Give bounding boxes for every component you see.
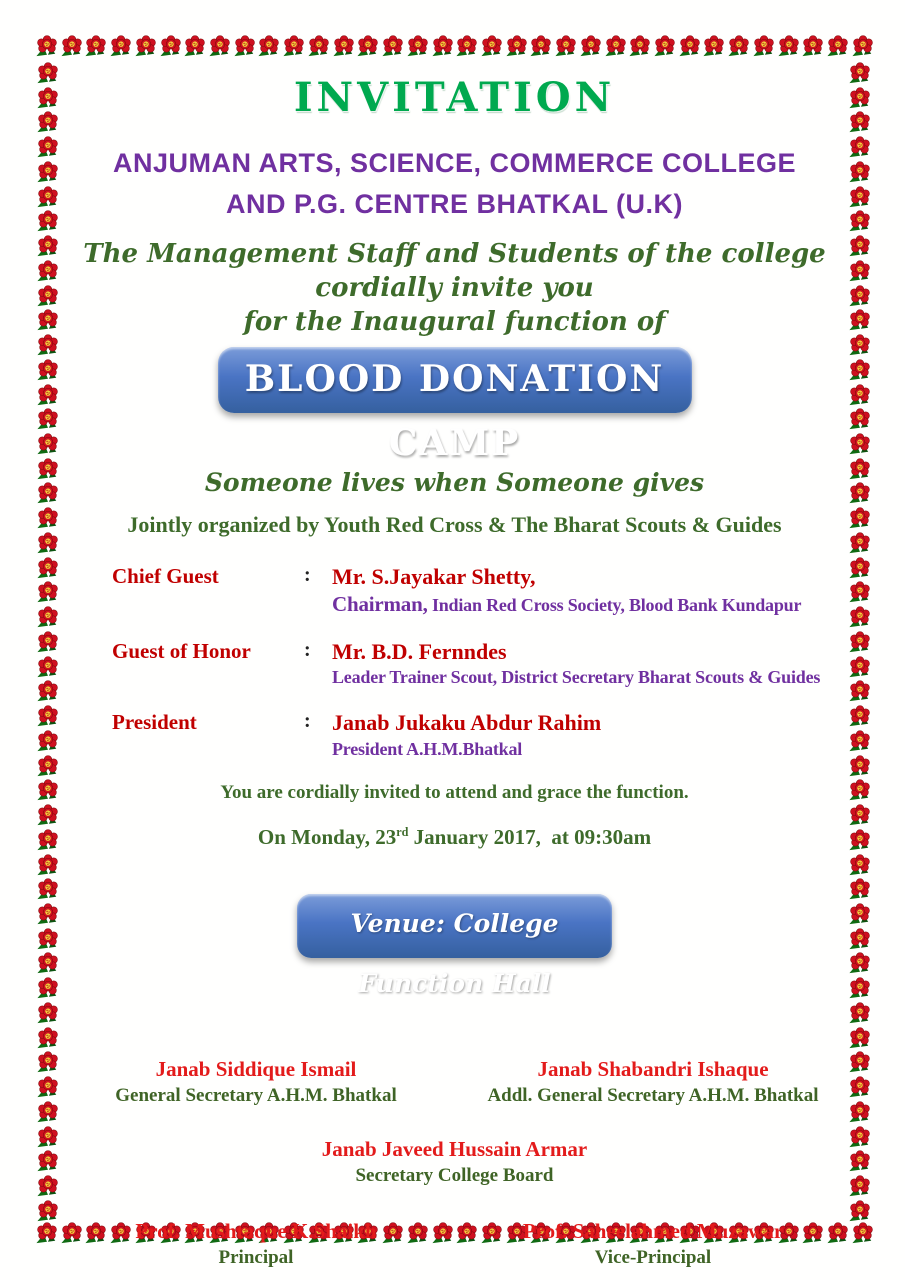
- flower-icon: [849, 631, 871, 653]
- flower-icon: [849, 804, 871, 826]
- flower-icon: [827, 35, 849, 57]
- flower-icon: [849, 1175, 871, 1197]
- guest-name: Mr. S.Jayakar Shetty,: [332, 563, 536, 589]
- flower-icon: [629, 35, 651, 57]
- flower-icon: [849, 581, 871, 603]
- invitation-content: [70, 62, 839, 1268]
- flower-icon: [37, 87, 59, 109]
- signatory-name: Prof. Mushtaque K.Shaikh: [135, 1218, 377, 1243]
- flower-icon: [849, 755, 871, 777]
- flower-icon: [37, 62, 59, 84]
- flower-icon: [37, 186, 59, 208]
- date-ordinal: rd: [396, 824, 409, 839]
- flower-icon: [283, 35, 305, 57]
- flower-icon: [849, 161, 871, 183]
- guest-name: Mr. B.D. Fernndes: [332, 639, 507, 665]
- signatory-right: [467, 1057, 839, 1107]
- flower-icon: [37, 631, 59, 653]
- flower-icon: [849, 1150, 871, 1172]
- flower-icon: [37, 977, 59, 999]
- flower-icon: [849, 1101, 871, 1123]
- guest-row-chief-guest: [112, 564, 839, 617]
- flower-icon: [849, 482, 871, 504]
- flower-icon: [432, 35, 454, 57]
- flower-icon: [849, 1076, 871, 1098]
- guest-name: Janab Jukaku Abdur Rahim: [332, 710, 602, 736]
- flower-icon: [580, 35, 602, 57]
- flower-icon: [37, 384, 59, 406]
- flower-icon: [849, 359, 871, 381]
- flower-icon: [37, 581, 59, 603]
- flower-icon: [778, 35, 800, 57]
- guest-label: President: [112, 710, 197, 735]
- flower-icon: [849, 656, 871, 678]
- flower-icon: [37, 285, 59, 307]
- flower-icon: [849, 334, 871, 356]
- flower-icon: [849, 285, 871, 307]
- flower-icon: [849, 1002, 871, 1024]
- flower-icon: [849, 680, 871, 702]
- signatories-row-bottom: [70, 1219, 839, 1269]
- flower-icon: [849, 928, 871, 950]
- flower-icon: [37, 433, 59, 455]
- flower-icon: [849, 557, 871, 579]
- signatory-principal: [70, 1219, 442, 1269]
- flower-icon: [849, 384, 871, 406]
- flower-icon: [849, 532, 871, 554]
- flower-icon: [802, 35, 824, 57]
- signatories-row-top: [70, 1057, 839, 1107]
- flower-icon: [849, 210, 871, 232]
- flower-icon: [61, 35, 83, 57]
- guest-colon: :: [304, 563, 311, 586]
- signatory-title: General Secretary A.H.M. Bhatkal: [115, 1084, 397, 1106]
- flower-icon: [37, 606, 59, 628]
- venue-banner: [297, 894, 612, 998]
- signatory-title: Vice-Principal: [594, 1246, 712, 1268]
- flower-icon: [849, 952, 871, 974]
- flower-icon: [37, 458, 59, 480]
- guest-row-president: [112, 710, 839, 759]
- flower-icon: [849, 977, 871, 999]
- flower-icon: [849, 433, 871, 455]
- guest-role: Leader Trainer Scout, District Secretary Bharat Scouts & Guides: [332, 667, 821, 688]
- flower-icon: [849, 408, 871, 430]
- invitation-title: INVITATION: [293, 74, 616, 121]
- flower-icon: [849, 606, 871, 628]
- flower-icon: [37, 408, 59, 430]
- flower-icon: [37, 260, 59, 282]
- college-name-line2: AND P.G. CENTRE BHATKAL (U.K): [225, 188, 683, 219]
- flower-icon: [849, 507, 871, 529]
- flower-icon: [37, 136, 59, 158]
- flower-border-top: [36, 35, 874, 59]
- flower-icon: [407, 35, 429, 57]
- guest-details: [332, 564, 839, 617]
- flower-icon: [849, 903, 871, 925]
- flower-icon: [728, 35, 750, 57]
- guest-row-guest-of-honor: [112, 639, 839, 688]
- flower-icon: [37, 235, 59, 257]
- flower-icon: [37, 779, 59, 801]
- flower-icon: [37, 334, 59, 356]
- flower-icon: [849, 730, 871, 752]
- flower-border-right: [849, 62, 873, 1222]
- guest-details: [332, 639, 839, 688]
- flower-icon: [37, 952, 59, 974]
- event-title: BLOOD DONATION CAMP: [244, 358, 665, 465]
- flower-icon: [37, 1126, 59, 1148]
- flower-icon: [506, 35, 528, 57]
- flower-icon: [37, 557, 59, 579]
- venue-label: Venue: College Function Hall: [350, 908, 559, 998]
- invite-line1: The Management Staff and Students of the college cordially invite you: [83, 239, 826, 303]
- flower-icon: [849, 878, 871, 900]
- flower-icon: [135, 35, 157, 57]
- flower-icon: [849, 1200, 871, 1222]
- signatory-left: [70, 1057, 442, 1107]
- flower-icon: [37, 680, 59, 702]
- flower-icon: [37, 1002, 59, 1024]
- flower-icon: [37, 928, 59, 950]
- flower-icon: [234, 35, 256, 57]
- flower-icon: [849, 309, 871, 331]
- flower-icon: [849, 87, 871, 109]
- flower-icon: [37, 1051, 59, 1073]
- flower-icon: [849, 260, 871, 282]
- flower-icon: [37, 656, 59, 678]
- invite-lines: [70, 238, 839, 339]
- flower-icon: [849, 854, 871, 876]
- college-name-line1: ANJUMAN ARTS, SCIENCE, COMMERCE COLLEGE: [112, 148, 797, 178]
- flower-icon: [184, 35, 206, 57]
- flower-icon: [37, 161, 59, 183]
- flower-icon: [37, 1150, 59, 1172]
- flower-icon: [481, 35, 503, 57]
- flower-icon: [36, 1222, 58, 1244]
- flower-icon: [753, 35, 775, 57]
- flower-icon: [37, 730, 59, 752]
- flower-icon: [37, 482, 59, 504]
- date-prefix: On Monday, 23: [257, 824, 397, 849]
- flower-icon: [849, 186, 871, 208]
- flower-icon: [36, 35, 58, 57]
- flower-icon: [357, 35, 379, 57]
- flower-icon: [703, 35, 725, 57]
- cordial-invite-note: You are cordially invited to attend and grace the function.: [220, 781, 689, 803]
- guest-list: [112, 564, 839, 760]
- flower-icon: [679, 35, 701, 57]
- flower-icon: [37, 829, 59, 851]
- flower-icon: [85, 35, 107, 57]
- flower-icon: [852, 35, 874, 57]
- signatory-name: Prof. Saheelahmed Muzawar: [522, 1218, 784, 1243]
- flower-icon: [37, 309, 59, 331]
- flower-icon: [849, 779, 871, 801]
- guest-colon: :: [304, 639, 311, 662]
- flower-icon: [849, 705, 871, 727]
- flower-icon: [308, 35, 330, 57]
- flower-icon: [37, 1076, 59, 1098]
- flower-icon: [849, 62, 871, 84]
- flower-icon: [37, 705, 59, 727]
- flower-icon: [37, 532, 59, 554]
- flower-icon: [37, 804, 59, 826]
- guest-label: Chief Guest: [112, 563, 219, 588]
- flower-icon: [37, 1101, 59, 1123]
- guest-role-secondary: Indian Red Cross Society, Blood Bank Kundapur: [431, 595, 802, 616]
- flower-icon: [382, 35, 404, 57]
- flower-icon: [160, 35, 182, 57]
- flower-icon: [849, 1051, 871, 1073]
- signatory-name: Janab Siddique Ismail: [155, 1056, 357, 1081]
- flower-icon: [852, 1222, 874, 1244]
- flower-icon: [654, 35, 676, 57]
- flower-icon: [605, 35, 627, 57]
- flower-icon: [849, 458, 871, 480]
- flower-icon: [456, 35, 478, 57]
- flower-icon: [37, 1027, 59, 1049]
- flower-icon: [37, 1175, 59, 1197]
- guest-colon: :: [304, 710, 311, 733]
- date-suffix: January 2017, at 09:30am: [408, 824, 652, 849]
- signatory-vice-principal: [467, 1219, 839, 1269]
- flower-icon: [555, 35, 577, 57]
- flower-icon: [37, 878, 59, 900]
- flower-icon: [849, 136, 871, 158]
- signatory-name: Janab Shabandri Ishaque: [537, 1056, 769, 1081]
- event-title-banner: [218, 347, 692, 465]
- flower-icon: [110, 35, 132, 57]
- flower-icon: [37, 903, 59, 925]
- flower-icon: [37, 210, 59, 232]
- flower-icon: [530, 35, 552, 57]
- flower-icon: [258, 35, 280, 57]
- event-date: [70, 825, 839, 850]
- flower-icon: [849, 1027, 871, 1049]
- organized-by-line: Jointly organized by Youth Red Cross & The Bharat Scouts & Guides: [127, 511, 782, 537]
- flower-icon: [849, 829, 871, 851]
- signatory-title: Principal: [218, 1246, 294, 1268]
- flower-icon: [209, 35, 231, 57]
- flower-icon: [37, 854, 59, 876]
- guest-role: [332, 592, 839, 617]
- flower-icon: [37, 111, 59, 133]
- signatory-title: Secretary College Board: [355, 1164, 554, 1186]
- flower-icon: [37, 507, 59, 529]
- guest-details: [332, 710, 839, 759]
- guest-label: Guest of Honor: [112, 639, 251, 664]
- guest-role-primary: Chairman,: [332, 592, 428, 617]
- invite-line2: for the Inaugural function of: [243, 306, 666, 337]
- flower-icon: [849, 111, 871, 133]
- flower-icon: [333, 35, 355, 57]
- flower-icon: [37, 755, 59, 777]
- signatory-center: [245, 1137, 665, 1187]
- signatory-name: Janab Javeed Hussain Armar: [321, 1136, 588, 1161]
- flower-border-left: [37, 62, 61, 1222]
- flower-icon: [37, 1200, 59, 1222]
- event-tagline: Someone lives when Someone gives: [204, 468, 705, 498]
- flower-icon: [849, 1126, 871, 1148]
- flower-icon: [849, 235, 871, 257]
- flower-icon: [37, 359, 59, 381]
- college-name: [70, 143, 839, 224]
- signatory-title: Addl. General Secretary A.H.M. Bhatkal: [487, 1084, 819, 1106]
- guest-role: President A.H.M.Bhatkal: [332, 738, 523, 759]
